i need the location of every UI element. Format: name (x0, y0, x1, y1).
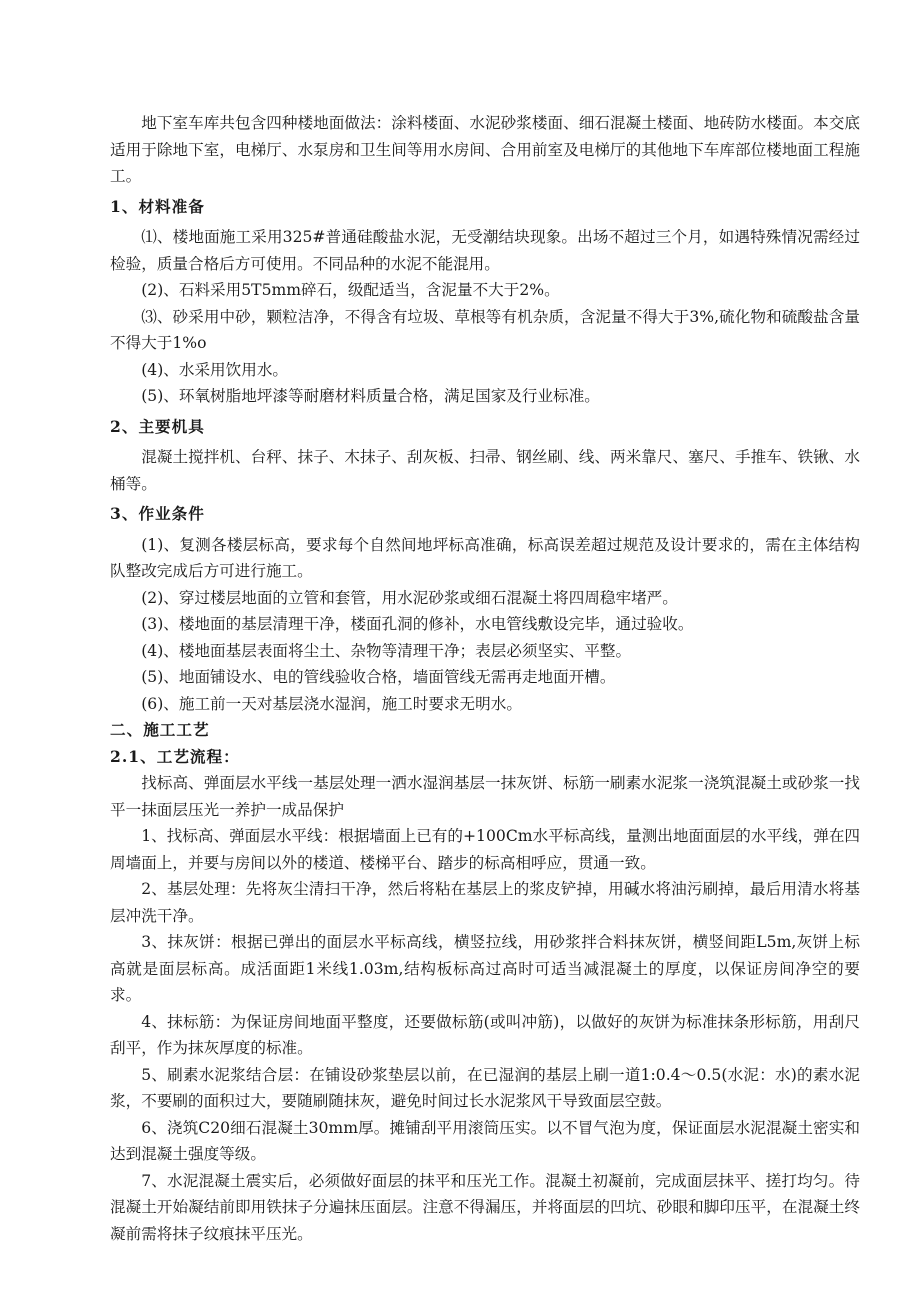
process-step: 6、浇筑C20细石混凝土30mm厚。摊铺刮平用滚筒压实。以不冒气泡为度，保证面层水泥混凝土密实和达到混凝土强度等级。 (110, 1118, 860, 1163)
section-heading-flow: 2.1、工艺流程： (110, 746, 240, 766)
process-step: 2、基层处理：先将灰尘清扫干净，然后将粘在基层上的浆皮铲掉，用碱水将油污刷掉，最后用清水将基层冲洗干净。 (110, 880, 860, 925)
condition-item: (4)、楼地面基层表面将尘土、杂物等清理干净；表层必须坚实、平整。 (141, 641, 632, 660)
process-step: 5、刷素水泥浆结合层：在铺设砂浆垫层以前，在已湿润的基层上刷一道1:0.4～0.5(水泥：水)的素水泥浆，不要刷的面积过大，要随刷随抹灰，避免时间过长水泥浆风干导致面层空鼓。 (110, 1065, 860, 1110)
condition-item: (3)、楼地面的基层清理干净，楼面孔洞的修补，水电管线敷设完毕，通过验收。 (141, 615, 694, 633)
tools-paragraph: 混凝土搅拌机、台秤、抹子、木抹子、刮灰板、扫帚、钢丝刷、线、两米靠尺、塞尺、手推车、铁锹、水桶等。 (110, 448, 860, 493)
condition-item: (2)、穿过楼层地面的立管和套管，用水泥砂浆或细石混凝土将四周稳牢堵严。 (141, 588, 678, 607)
material-item: ⑶、砂采用中砂，颗粒洁净，不得含有垃圾、草根等有机杂质，含泥量不得大于3%,硫化物和硫酸盐含量不得大于1%o (110, 307, 860, 352)
material-item: (2)、石料采用5T5mm碎石，级配适当，含泥量不大于2%。 (141, 281, 560, 299)
process-paragraph: 找标高、弹面层水平线一基层处理一洒水湿润基层一抹灰饼、标筋一刷素水泥浆一浇筑混凝土或砂浆一找平一抹面层压光一养护一成品保护 (110, 774, 860, 819)
chapter-heading-process: 二、施工工艺 (110, 720, 210, 739)
intro-paragraph: 地下室车库共包含四种楼地面做法：涂料楼面、水泥砂浆楼面、细石混凝土楼面、地砖防水楼面。本交底适用于除地下室，电梯厅、水泵房和卫生间等用水房间、合用前室及电梯厅的其他地下车库部位楼地面工程施工。 (110, 114, 860, 185)
condition-item: (5)、地面铺设水、电的管线验收合格，墙面管线无需再走地面开槽。 (141, 668, 616, 686)
process-step: 1、找标高、弹面层水平线：根据墙面上已有的+100Cm水平标高线，量测出地面面层的水平线，弹在四周墙面上，并要与房间以外的楼道、楼梯平台、踏步的标高相呼应，贯通一致。 (110, 827, 861, 872)
section-heading-conditions: 3、作业条件 (110, 504, 205, 523)
section-heading-materials: 1、材料准备 (110, 196, 205, 216)
section-heading-tools: 2、主要机具 (110, 416, 205, 436)
condition-item: (6)、施工前一天对基层浇水湿润，施工时要求无明水。 (141, 694, 522, 713)
process-step: 3、抹灰饼：根据已弹出的面层水平标高线，横竖拉线，用砂浆拌合料抹灰饼，横竖间距L5m,灰饼上标高就是面层标高。成活面距1米线1.03m,结构板标高过高时可适当减混凝土的厚度，以保证房间净空的要求。 (110, 933, 860, 1004)
material-item: (5)、环氧树脂地坪漆等耐磨材料质量合格，满足国家及行业标准。 (141, 387, 600, 405)
process-step: 4、抹标筋：为保证房间地面平整度，还要做标筋(或叫冲筋)，以做好的灰饼为标准抹条形标筋，用刮尺刮平，作为抹灰厚度的标准。 (110, 1012, 860, 1057)
material-item: ⑴、楼地面施工采用325#普通硅酸盐水泥，无受潮结块现象。出场不超过三个月，如遇特殊情况需经过检验，质量合格后方可使用。不同品种的水泥不能混用。 (110, 228, 860, 273)
process-step: 7、水泥混凝土震实后，必须做好面层的抹平和压光工作。混凝土初凝前，完成面层抹平、搓打均匀。待混凝土开始凝结前即用铁抹子分遍抹压面层。注意不得漏压，并将面层的凹坑、砂眼和脚印压平，在混凝土终凝前需将抹子纹痕抹平压光。 (110, 1171, 860, 1243)
condition-item: (1)、复测各楼层标高，要求每个自然间地坪标高准确，标高误差超过规范及设计要求的，需在主体结构队整改完成后方可进行施工。 (110, 535, 860, 580)
material-item: (4)、水采用饮用水。 (141, 360, 289, 379)
